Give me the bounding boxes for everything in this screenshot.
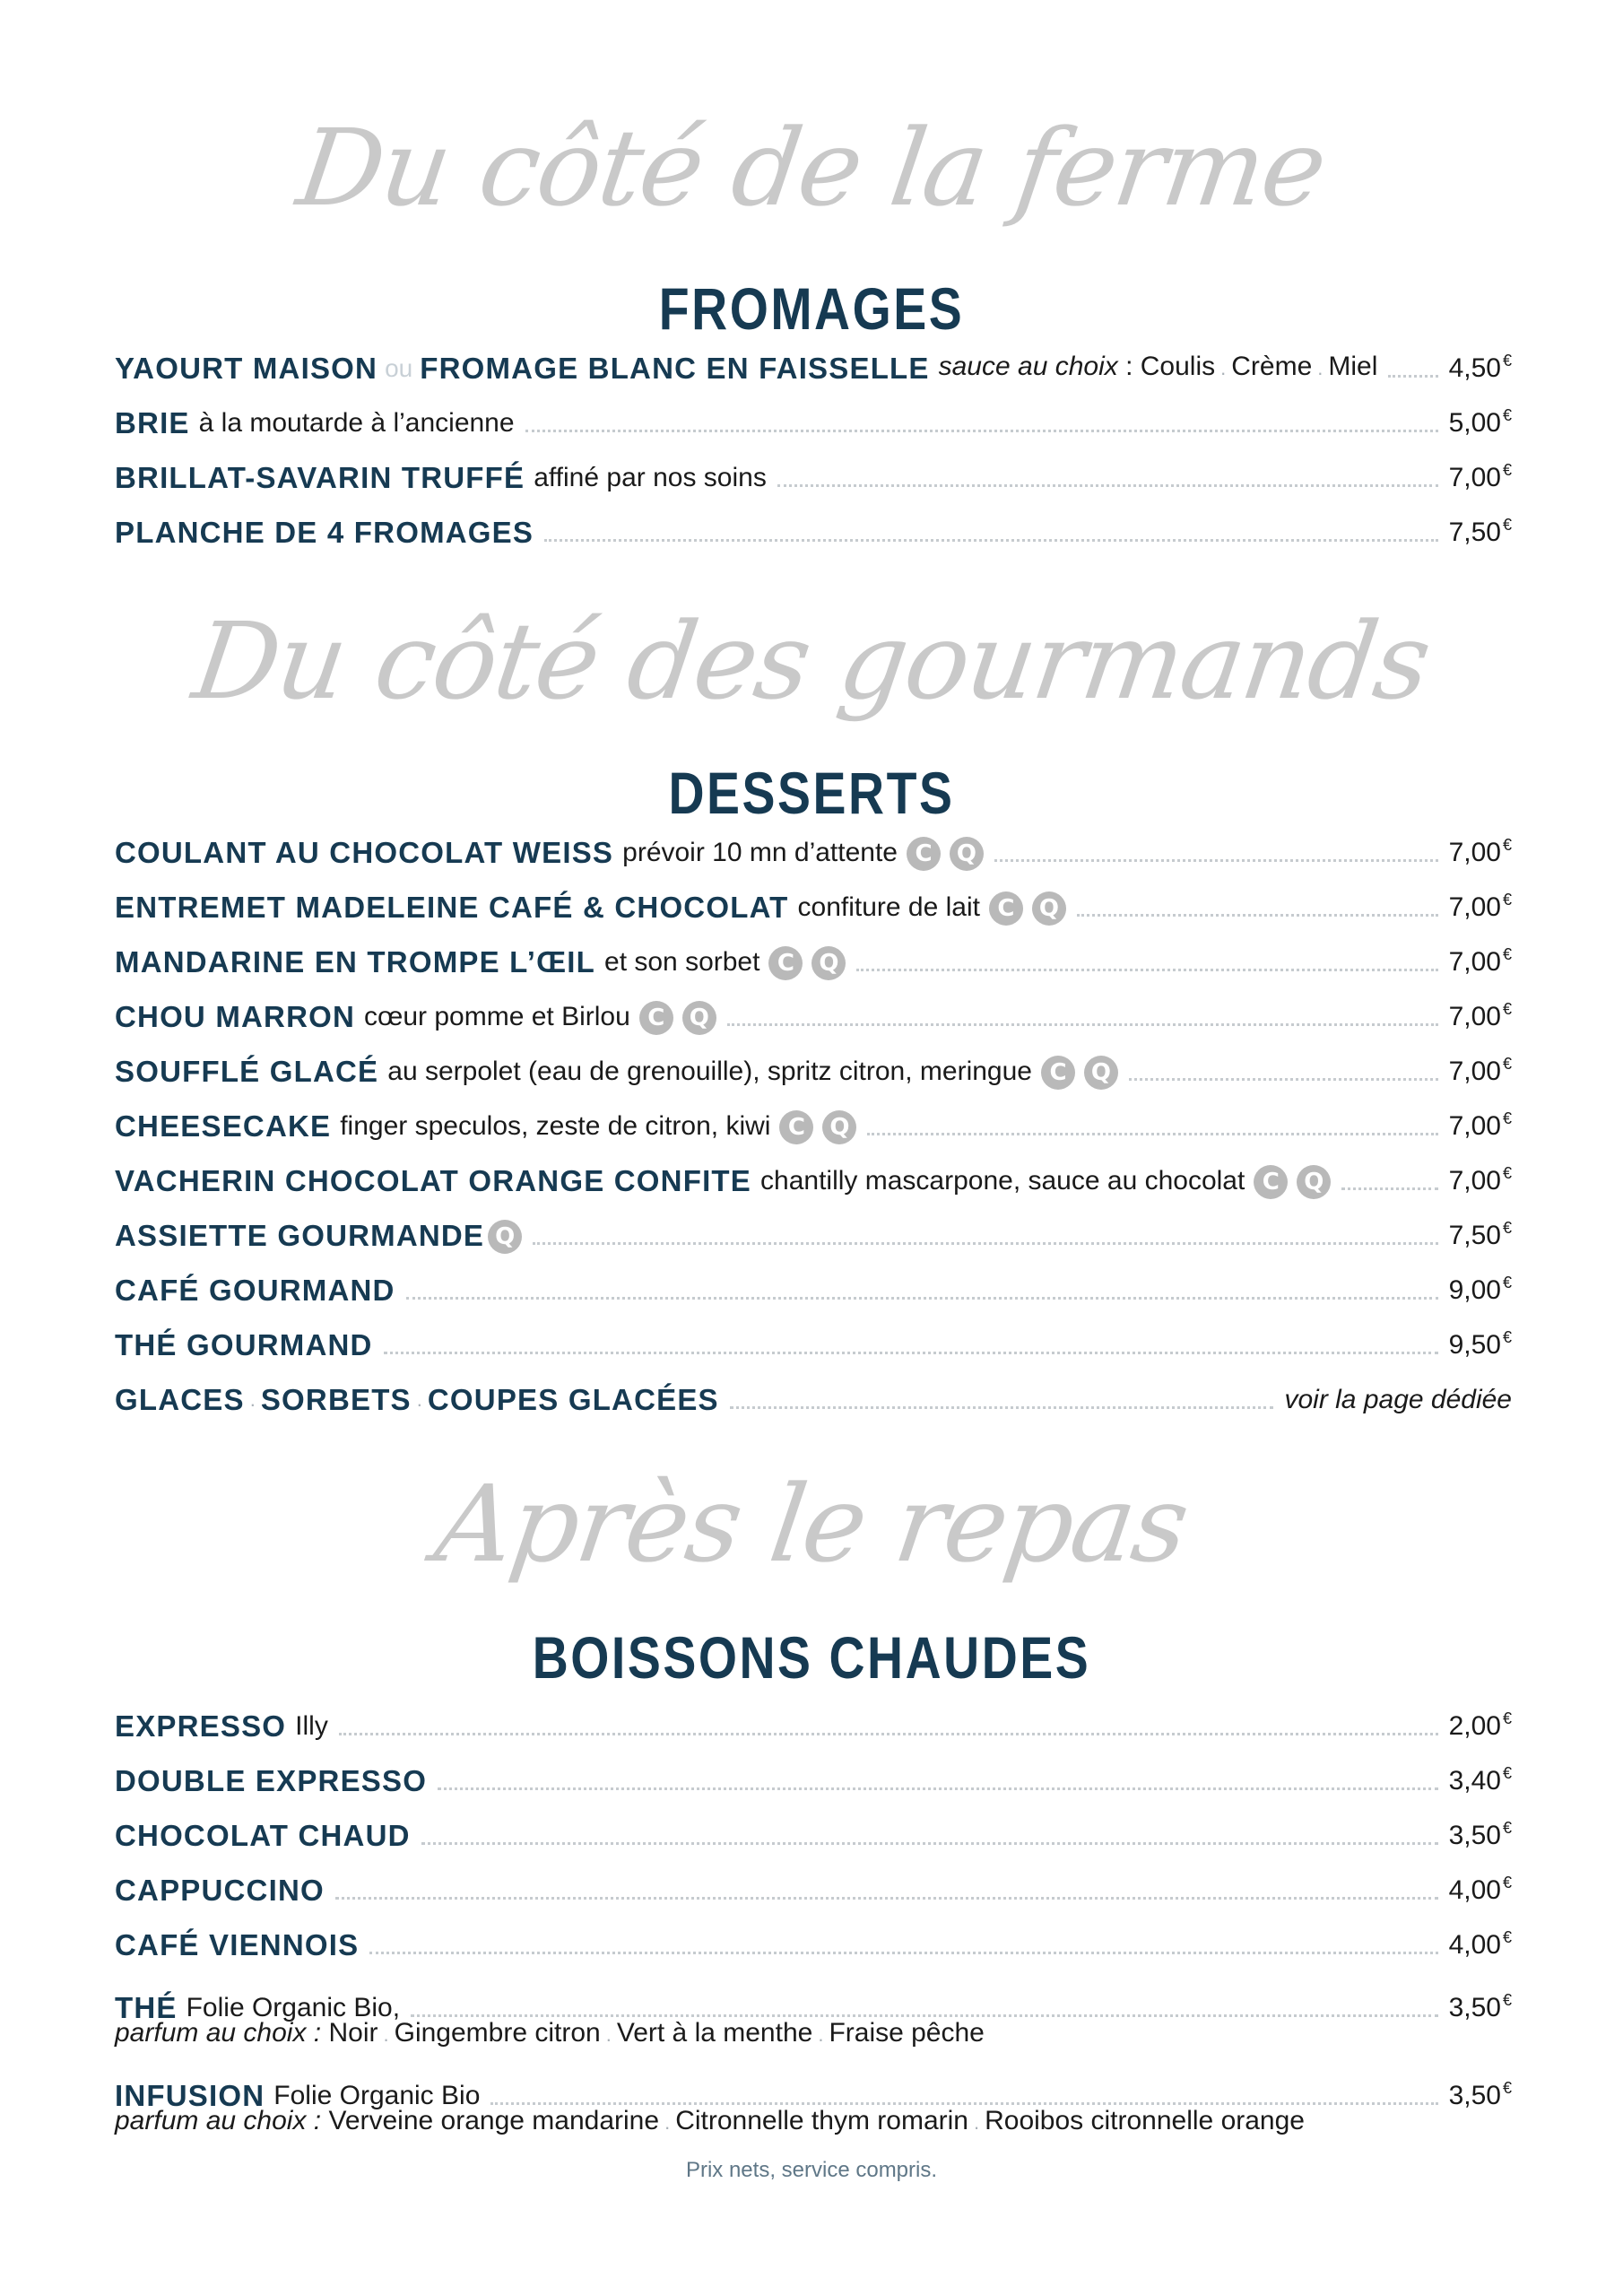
q-badge-icon: Q xyxy=(1032,891,1066,926)
menu-item xyxy=(115,1254,1512,1309)
item-price: 7,50 € xyxy=(1448,516,1512,547)
c-badge-icon: C xyxy=(639,1001,673,1035)
c-badge-icon: C xyxy=(989,891,1023,926)
dot-leader xyxy=(1388,375,1437,378)
footer-note: Prix nets, service compris. xyxy=(685,2158,938,2182)
q-badge-icon: Q xyxy=(488,1220,522,1254)
item-price: 4,00 € xyxy=(1448,1874,1512,1905)
dot-leader xyxy=(525,430,1438,432)
menu-item xyxy=(115,1690,1512,1744)
item-description: finger speculos, zeste de citron, kiwi xyxy=(340,1111,771,1141)
flavour-options: parfum au choix : Verveine orange mandarine . Citronnelle thym romarin . Rooibos citronnelle orange xyxy=(115,2106,1305,2135)
item-name: MANDARINE EN TROMPE L’ŒIL xyxy=(115,945,596,978)
dot-leader xyxy=(369,1952,1437,1954)
item-name: CAFÉ VIENNOIS xyxy=(115,1928,360,1961)
q-badge-icon: Q xyxy=(812,946,846,980)
item-description-italic: sauce au choix xyxy=(938,352,1118,381)
item-name: SORBETS xyxy=(260,1383,412,1416)
item-name: SOUFFLÉ GLACÉ xyxy=(115,1055,379,1088)
item-name: CAFÉ GOURMAND xyxy=(115,1274,395,1307)
item-description: Folie Organic Bio xyxy=(273,2081,481,2110)
item-description: prévoir 10 mn d’attente xyxy=(622,838,898,867)
menu-item xyxy=(115,1909,1512,1963)
item-name: CHOCOLAT CHAUD xyxy=(115,1819,411,1852)
menu-item xyxy=(115,926,1512,980)
item-price: 7,00 € xyxy=(1448,1055,1512,1086)
q-badge-icon: Q xyxy=(682,1001,716,1035)
item-name: CHOU MARRON xyxy=(115,1000,356,1033)
item-name: CHEESECAKE xyxy=(115,1109,332,1143)
item-name: ASSIETTE GOURMANDE xyxy=(115,1219,485,1252)
item-name: PLANCHE DE 4 FROMAGES xyxy=(115,516,534,549)
item-name: BRIE xyxy=(115,406,190,439)
c-badge-icon: C xyxy=(779,1110,813,1144)
q-badge-icon: Q xyxy=(1084,1056,1118,1090)
c-badge-icon: C xyxy=(1041,1056,1075,1090)
dot-leader xyxy=(867,1133,1437,1135)
item-description: affiné par nos soins xyxy=(534,463,767,492)
script-heading-gourmands: Du côté des gourmands xyxy=(186,599,1437,723)
item-price: 4,50 € xyxy=(1448,352,1512,383)
menu-item xyxy=(115,1799,1512,1854)
item-name: COULANT AU CHOCOLAT WEISS xyxy=(115,836,614,869)
menu-item xyxy=(115,1035,1512,1090)
item-description: confiture de lait xyxy=(797,892,980,922)
item-name: INFUSION xyxy=(115,2079,265,2112)
item-price: 7,00 € xyxy=(1448,836,1512,867)
dot-leader xyxy=(727,1023,1438,1026)
item-name: BRILLAT-SAVARIN TRUFFÉ xyxy=(115,461,525,494)
menu-item xyxy=(115,980,1512,1035)
q-badge-icon: Q xyxy=(822,1110,856,1144)
item-name: YAOURT MAISON xyxy=(115,352,378,385)
menu-item xyxy=(115,1199,1512,1254)
item-price: 3,50 € xyxy=(1448,1991,1512,2022)
item-name: COUPES GLACÉES xyxy=(427,1383,719,1416)
menu-item: GLACES . SORBETS . COUPES GLACÉES voir la page dédiée xyxy=(115,1383,1512,1416)
item-option: Crème xyxy=(1231,352,1313,381)
or-connector: ou xyxy=(385,354,413,382)
item-price: 7,50 € xyxy=(1448,1219,1512,1250)
item-price: 3,40 € xyxy=(1448,1764,1512,1796)
item-name: CAPPUCCINO xyxy=(115,1874,325,1907)
item-description: au serpolet (eau de grenouille), spritz citron, meringue xyxy=(387,1057,1032,1086)
item-description: Folie Organic Bio, xyxy=(186,1993,401,2022)
item-price: 3,50 € xyxy=(1448,2079,1512,2110)
item-price: 5,00 € xyxy=(1448,406,1512,438)
dot-leader xyxy=(533,1242,1437,1245)
item-name: VACHERIN CHOCOLAT ORANGE CONFITE xyxy=(115,1164,752,1197)
dot-leader xyxy=(406,1297,1438,1300)
menu-item xyxy=(115,1144,1512,1199)
item-name: FROMAGE BLANC EN FAISSELLE xyxy=(420,352,930,385)
menu-item: YAOURT MAISON ou FROMAGE BLANC EN FAISSELLE sauce au choix : Coulis . Crème . Miel 4,50 € xyxy=(115,332,1512,387)
item-name: THÉ GOURMAND xyxy=(115,1328,373,1361)
item-option: Miel xyxy=(1328,352,1378,381)
script-heading-ferme: Du côté de la ferme xyxy=(291,106,1332,230)
dot-leader xyxy=(1129,1078,1438,1081)
q-badge-icon: Q xyxy=(950,837,984,871)
section-title-boissons-chaudes: BOISSONS CHAUDES xyxy=(532,1624,1091,1691)
menu-item xyxy=(115,2051,1512,2139)
menu-item xyxy=(115,816,1512,871)
c-badge-icon: C xyxy=(907,837,941,871)
item-price: 9,00 € xyxy=(1448,1274,1512,1305)
dot-leader xyxy=(856,969,1437,971)
item-price: 7,00 € xyxy=(1448,1109,1512,1141)
item-price: 2,00 € xyxy=(1448,1709,1512,1741)
dot-leader xyxy=(1341,1187,1437,1190)
section-title-fromages: FROMAGES xyxy=(658,275,965,342)
menu-item xyxy=(115,496,1512,551)
script-heading-repas: Après le repas xyxy=(428,1462,1195,1586)
dot-leader xyxy=(384,1352,1438,1354)
item-name: THÉ xyxy=(115,1991,178,2024)
item-name: DOUBLE EXPRESSO xyxy=(115,1764,428,1797)
flavour-options: parfum au choix : Noir . Gingembre citron . Vert à la menthe . Fraise pêche xyxy=(115,2018,985,2048)
see-dedicated-page-note: voir la page dédiée xyxy=(1284,1385,1512,1414)
item-description: à la moutarde à l’ancienne xyxy=(198,408,515,438)
menu-item xyxy=(115,1854,1512,1909)
desserts-list xyxy=(115,816,1512,1418)
dot-leader xyxy=(339,1733,1438,1735)
item-price: 7,00 € xyxy=(1448,945,1512,977)
dot-leader xyxy=(730,1406,1274,1409)
menu-item xyxy=(115,1744,1512,1799)
dot-leader xyxy=(544,539,1438,542)
item-price: 7,00 € xyxy=(1448,891,1512,922)
dot-leader xyxy=(421,1842,1438,1845)
menu-item xyxy=(115,871,1512,926)
item-price: 9,50 € xyxy=(1448,1328,1512,1360)
dot-leader xyxy=(994,859,1438,862)
item-name: ENTREMET MADELEINE CAFÉ & CHOCOLAT xyxy=(115,891,789,924)
item-description: Illy xyxy=(295,1711,328,1741)
q-badge-icon: Q xyxy=(1297,1165,1331,1199)
item-price: 7,00 € xyxy=(1448,1164,1512,1196)
boissons-list xyxy=(115,1690,1512,2139)
item-description: : Coulis xyxy=(1117,352,1216,381)
item-name: EXPRESSO xyxy=(115,1709,287,1743)
item-name: GLACES xyxy=(115,1383,245,1416)
item-price: 3,50 € xyxy=(1448,1819,1512,1850)
dot-leader xyxy=(335,1897,1438,1900)
item-description: et son sorbet xyxy=(604,947,760,977)
item-price: 7,00 € xyxy=(1448,461,1512,492)
c-badge-icon: C xyxy=(768,946,803,980)
item-description: chantilly mascarpone, sauce au chocolat xyxy=(760,1166,1245,1196)
item-price: 4,00 € xyxy=(1448,1928,1512,1960)
section-title-desserts: DESSERTS xyxy=(668,760,955,826)
menu-item xyxy=(115,1090,1512,1144)
dot-leader xyxy=(777,484,1438,487)
item-description: cœur pomme et Birlou xyxy=(364,1002,630,1031)
item-price: 7,00 € xyxy=(1448,1000,1512,1031)
fromages-list xyxy=(115,332,1512,551)
c-badge-icon: C xyxy=(1254,1165,1288,1199)
menu-item xyxy=(115,387,1512,441)
menu-item xyxy=(115,441,1512,496)
menu-item xyxy=(115,1963,1512,2051)
dot-leader xyxy=(438,1787,1438,1790)
dot-leader xyxy=(1077,914,1438,917)
menu-item xyxy=(115,1309,1512,1363)
